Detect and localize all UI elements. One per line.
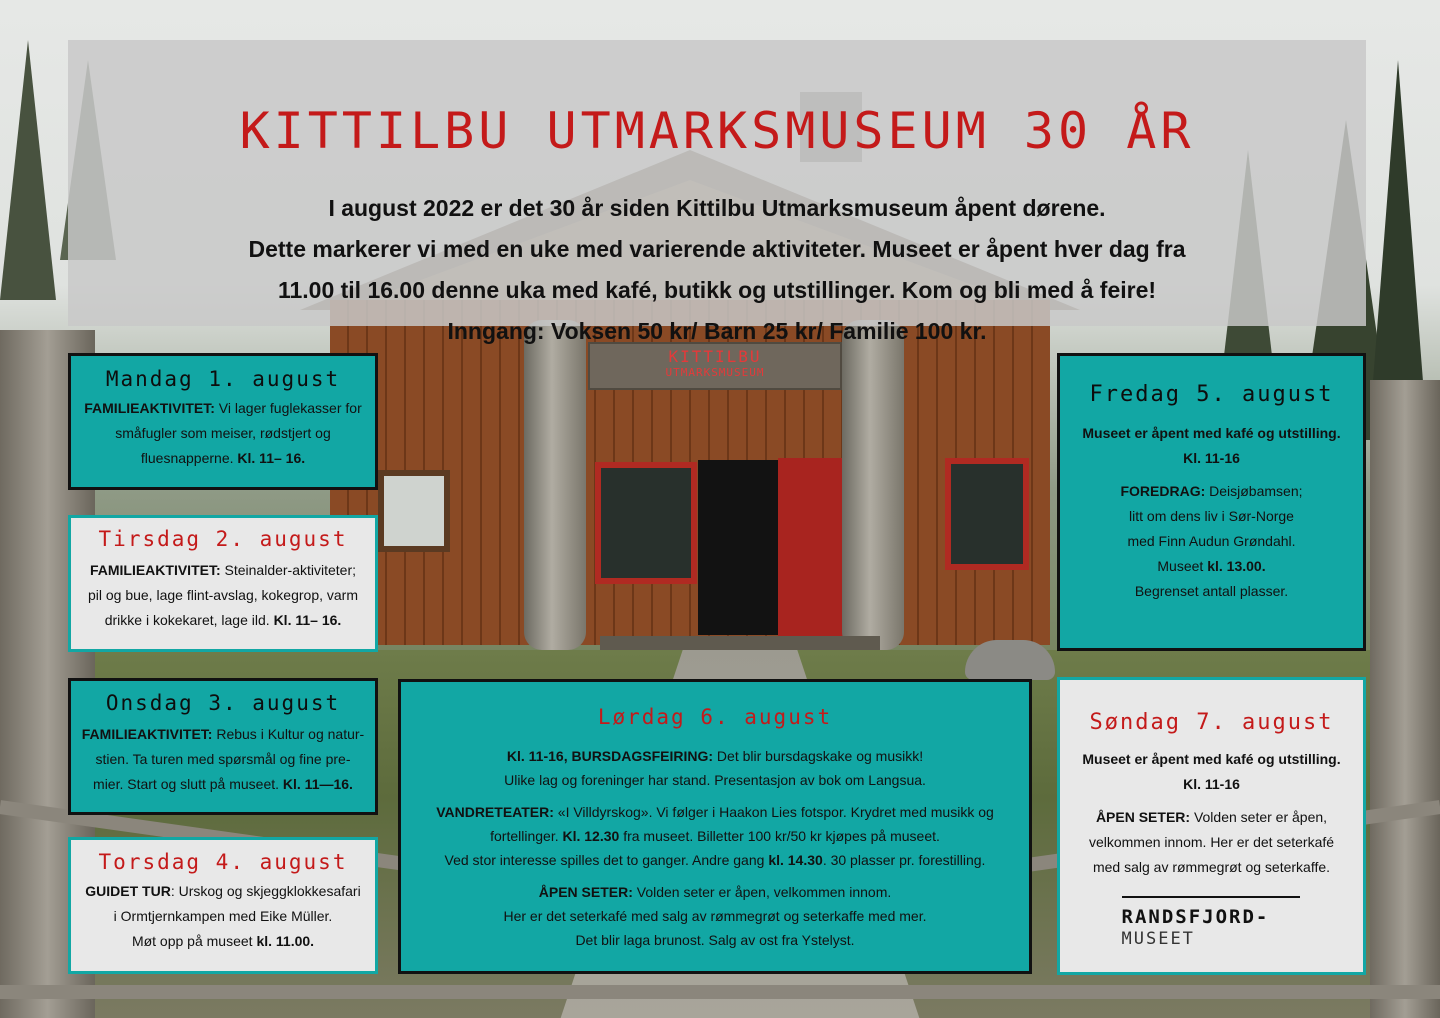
day-text-part: Møt opp på museet (131, 933, 257, 949)
day-text (401, 800, 1029, 824)
sign-line-2: UTMARKSMUSEUM (665, 366, 765, 379)
day-text-part: fluesnapperne. (140, 450, 238, 466)
day-text-line: Det blir laga brunost. Salg av ost fra Ystelyst. (575, 932, 855, 948)
day-text-part: Steinalder-aktiviteter; (220, 562, 357, 578)
day-text-part: drikke i kokekaret, lage ild. (104, 612, 274, 628)
day-text-line: litt om dens liv i Sør-Norge (1129, 508, 1294, 524)
activity-label: FAMILIEAKTIVITET: (81, 726, 213, 742)
time-label: kl. 11.00. (256, 933, 315, 949)
fence-rail (0, 985, 1440, 999)
day-text-part: Deisjøbamsen; (1205, 483, 1303, 499)
notice-board (378, 470, 450, 552)
activity-label: FAMILIEAKTIVITET: (89, 562, 221, 578)
spruce-tree (0, 40, 56, 300)
time-label: Kl. 11– 16. (273, 612, 342, 628)
day-text (71, 772, 375, 797)
opening-info: Museet er åpent med kafé og utstilling. (1082, 425, 1341, 441)
day-text (71, 446, 375, 471)
day-card-thursday (68, 837, 378, 974)
header-panel (68, 40, 1366, 344)
logo-line-1: RANDSFJORD- (1121, 906, 1270, 928)
day-text (1060, 554, 1363, 579)
day-text-part: . 30 plasser pr. forestilling. (822, 852, 986, 868)
fence-post (1370, 380, 1440, 1018)
activity-label: VANDRETEATER: (436, 804, 554, 820)
cabin-window (595, 462, 697, 584)
day-text (71, 929, 375, 954)
day-text-line: Begrenset antall plasser. (1134, 583, 1289, 599)
logo-rule (1122, 896, 1300, 898)
intro-line: 11.00 til 16.00 denne uka med kafé, butikk og utstillinger. Kom og bli med å feire! (277, 277, 1157, 303)
day-title: Torsdag 4. august (98, 850, 348, 874)
day-text-part: fra museet. Billetter 100 kr/50 kr kjøpes på museet. (619, 828, 940, 844)
day-text (71, 608, 375, 633)
activity-label: FAMILIEAKTIVITET: (84, 400, 215, 416)
intro-line: I august 2022 er det 30 år siden Kittilbu Utmarksmuseum åpent dørene. (328, 195, 1106, 221)
time-label: Kl. 11– 16. (237, 450, 306, 466)
day-text-part: «I Villdyrskog». Vi følger i Haakon Lies fotspor. Krydret med musikk og (553, 804, 994, 820)
opening-hours: Kl. 11-16 (1183, 776, 1240, 792)
cabin-doorway (698, 460, 778, 635)
carved-trunk-pillar (524, 320, 586, 650)
rock (965, 640, 1055, 680)
opening-hours: Kl. 11-16 (1183, 450, 1240, 466)
day-text-part: Volden seter er åpen, velkommen innom. (632, 884, 892, 900)
day-title: Tirsdag 2. august (98, 527, 348, 551)
day-text-part: Volden seter er åpen, (1190, 809, 1328, 825)
time-label: kl. 13.00. (1207, 558, 1266, 574)
intro-line: Dette markerer vi med en uke med varierende aktiviteter. Museet er åpent hver dag fra (248, 236, 1186, 262)
day-text (71, 396, 375, 421)
day-text (71, 558, 375, 583)
randsfjordmuseet-logo (1122, 896, 1302, 950)
carved-trunk-pillar (842, 320, 904, 650)
day-title: Søndag 7. august (1089, 710, 1334, 735)
activity-label: GUIDET TUR (85, 883, 171, 899)
day-text-part: Vi lager fuglekasser for (214, 400, 362, 416)
logo-line-2: MUSEET (1121, 929, 1195, 949)
activity-label: Kl. 11-16, BURSDAGSFEIRING: (506, 748, 714, 764)
activity-label: FOREDRAG: (1120, 483, 1206, 499)
day-text-part: fortellinger. (490, 828, 563, 844)
day-card-friday (1057, 353, 1366, 651)
day-text-line: i Ormtjernkampen med Eike Müller. (113, 908, 333, 924)
spruce-tree (1370, 60, 1426, 420)
day-text-line: Ulike lag og foreninger har stand. Presentasjon av bok om Langsua. (504, 772, 926, 788)
activity-label: ÅPEN SETER: (538, 884, 633, 900)
steps (600, 636, 880, 650)
day-text (401, 824, 1029, 848)
day-text-part: Det blir bursdagskake og musikk! (713, 748, 924, 764)
day-text-line: velkommen innom. Her er det seterkafé (1088, 834, 1335, 850)
day-card-saturday (398, 679, 1032, 974)
day-text-line: pil og bue, lage flint-avslag, kokegrop, varm (87, 587, 359, 603)
day-title: Fredag 5. august (1089, 382, 1334, 407)
day-text (1060, 805, 1363, 830)
day-text-line: stien. Ta turen med spørsmål og fine pre- (95, 751, 351, 767)
day-text (71, 879, 375, 904)
cabin-window (945, 458, 1029, 570)
day-title: Mandag 1. august (105, 367, 341, 391)
opening-info: Museet er åpent med kafé og utstilling. (1082, 751, 1341, 767)
day-text-part: Ved stor interesse spilles det to ganger. Andre gang (444, 852, 769, 868)
intro-line: Inngang: Voksen 50 kr/ Barn 25 kr/ Familie 100 kr. (447, 318, 987, 344)
time-label: Kl. 11—16. (282, 776, 353, 792)
day-card-tuesday (68, 515, 378, 652)
day-text (71, 722, 375, 747)
day-text-line: Her er det seterkafé med salg av rømmegrøt og seterkaffe med mer. (503, 908, 927, 924)
day-text-part: mier. Start og slutt på museet. (93, 776, 283, 792)
day-text (401, 744, 1029, 768)
intro-text (68, 188, 1366, 352)
page-title: KITTILBU UTMARKSMUSEUM 30 ÅR (239, 102, 1195, 160)
sign-line-1: KITTILBU (668, 347, 762, 366)
day-text-line: med Finn Audun Grøndahl. (1127, 533, 1296, 549)
day-text (1060, 479, 1363, 504)
activity-label: ÅPEN SETER: (1095, 809, 1191, 825)
day-text-part: : Urskog og skjeggklokkesafari (170, 883, 361, 899)
day-text-line: med salg av rømmegrøt og seterkaffe. (1092, 859, 1331, 875)
day-text (401, 848, 1029, 872)
day-text-part: Rebus i Kultur og natur- (212, 726, 365, 742)
day-title: Lørdag 6. august (597, 705, 833, 729)
day-text-line: småfugler som meiser, rødstjert og (115, 425, 331, 441)
day-text (401, 880, 1029, 904)
day-card-wednesday (68, 678, 378, 815)
day-title: Onsdag 3. august (105, 691, 341, 715)
time-label: kl. 14.30 (768, 852, 823, 868)
day-text-part: Museet (1157, 558, 1208, 574)
red-door (778, 458, 848, 636)
time-label: Kl. 12.30 (562, 828, 620, 844)
day-card-monday (68, 353, 378, 490)
day-card-sunday (1057, 677, 1366, 975)
